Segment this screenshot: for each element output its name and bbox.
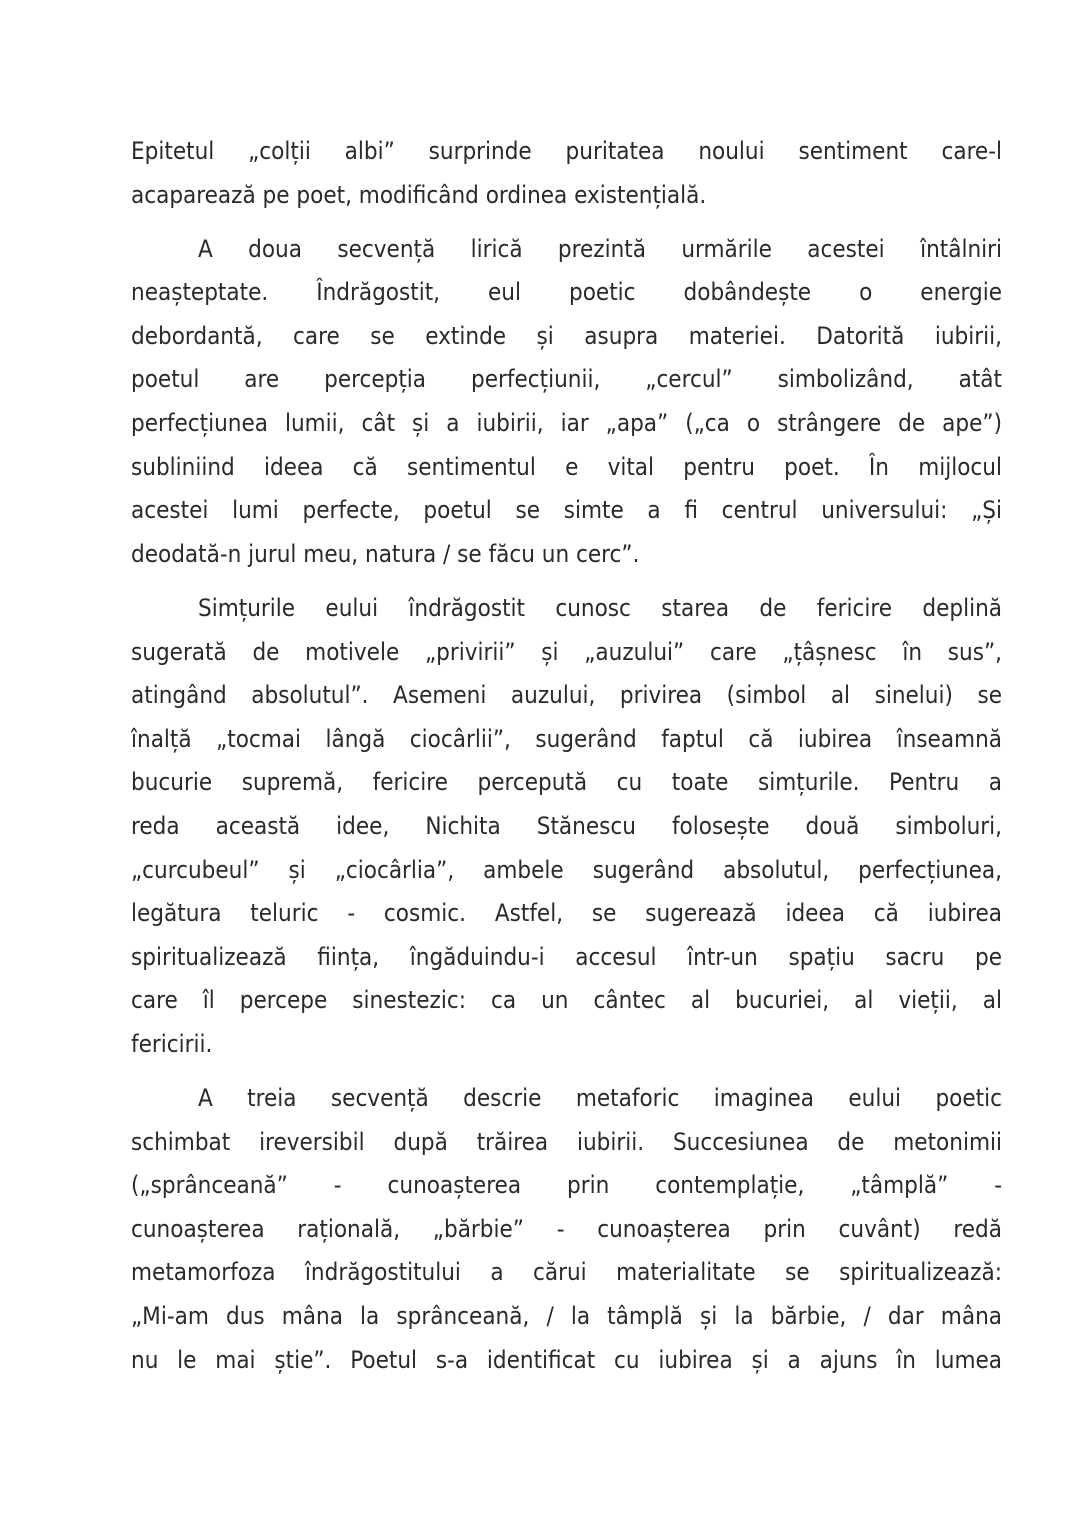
text-line: Simțurile eului îndrăgostit cunosc starea de fericire deplină — [198, 593, 1002, 622]
text-line: neașteptate. Îndrăgostit, eul poetic dobândește o energie — [131, 278, 1002, 307]
text-line: debordantă, care se extinde și asupra materiei. Datorită iubirii, — [131, 321, 1002, 350]
text-line: acestei lumi perfecte, poetul se simte a fi centrul universului: „Și — [131, 496, 1002, 525]
text-line: A treia secvență descrie metaforic imaginea eului poetic — [198, 1083, 1002, 1112]
text-line: atingând absolutul”. Asemeni auzului, privirea (simbol al sinelui) se — [131, 681, 1002, 710]
text-line: („sprânceană” - cunoașterea prin contemplație, „tâmplă” - — [131, 1171, 1002, 1200]
paragraph — [131, 1077, 1002, 1382]
text-line: perfecțiunea lumii, cât și a iubirii, iar „apa” („ca o strângere de ape”) — [131, 409, 1002, 438]
text-line: legătura teluric - cosmic. Astfel, se sugerează ideea că iubirea — [131, 899, 1002, 928]
paragraph — [131, 587, 1002, 1067]
text-line: deodată-n jurul meu, natura / se făcu un cerc”. — [131, 539, 640, 568]
text-line: subliniind ideea că sentimentul e vital pentru poet. În mijlocul — [131, 452, 1002, 481]
text-line: reda această idee, Nichita Stănescu folosește două simboluri, — [131, 811, 1002, 840]
text-line: nu le mai știe”. Poetul s-a identificat cu iubirea și a ajuns în lumea — [131, 1345, 1002, 1374]
text-line: bucurie supremă, fericire percepută cu toate simțurile. Pentru a — [131, 768, 1002, 797]
text-line: spiritualizează ființa, îngăduindu-i accesul într-un spațiu sacru pe — [131, 942, 1002, 971]
text-line: Epitetul „colții albi” surprinde puritatea noului sentiment care-l — [131, 137, 1002, 165]
text-line: „curcubeul” și „ciocârlia”, ambele sugerând absolutul, perfecțiunea, — [131, 855, 1002, 884]
text-line: înalță „tocmai lângă ciocârlii”, sugerând faptul că iubirea înseamnă — [131, 724, 1002, 753]
paragraph — [131, 228, 1002, 577]
paragraph — [131, 130, 1002, 217]
text-line: acaparează pe poet, modificând ordinea existențială. — [131, 180, 707, 209]
text-line: metamorfoza îndrăgostitului a cărui materialitate se spiritualizează: — [131, 1258, 1002, 1287]
document-page — [131, 130, 1002, 1393]
text-line: care îl percepe sinestezic: ca un cântec al bucuriei, al vieții, al — [131, 986, 1002, 1015]
text-line: „Mi-am dus mâna la sprânceană, / la tâmplă și la bărbie, / dar mâna — [131, 1301, 1002, 1330]
text-line: cunoașterea rațională, „bărbie” - cunoașterea prin cuvânt) redă — [131, 1214, 1002, 1243]
text-line: fericirii. — [131, 1029, 213, 1058]
text-line: schimbat ireversibil după trăirea iubirii. Succesiunea de metonimii — [131, 1127, 1002, 1156]
text-line: sugerată de motivele „privirii” și „auzului” care „țâșnesc în sus”, — [131, 637, 1002, 666]
text-line: poetul are percepția perfecțiunii, „cercul” simbolizând, atât — [131, 365, 1002, 394]
text-line: A doua secvență lirică prezintă urmările acestei întâlniri — [198, 234, 1002, 263]
